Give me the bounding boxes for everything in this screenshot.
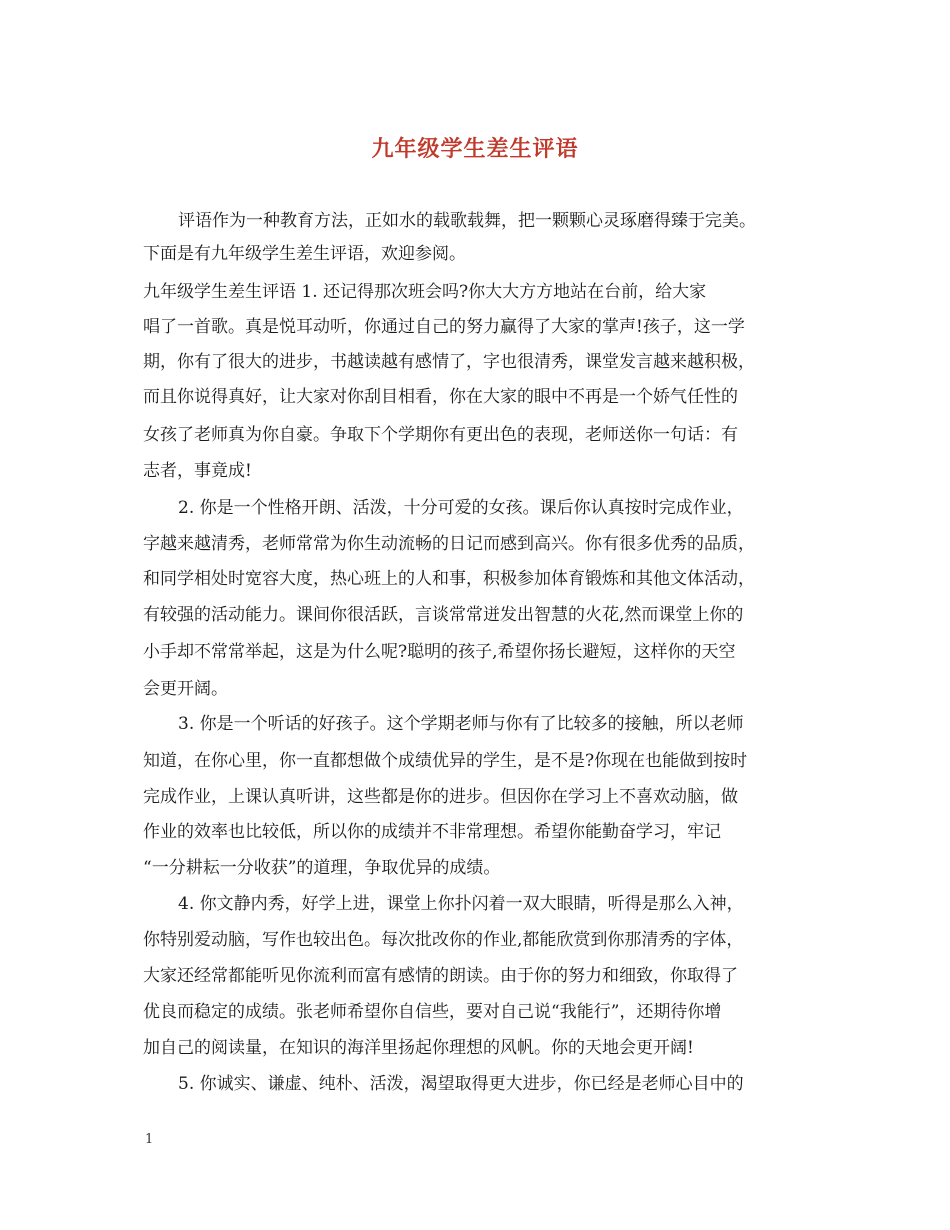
- paragraph-line: 4. 你文静内秀，好学上进，课堂上你扑闪着一双大眼睛，听得是那么入神，: [178, 894, 744, 914]
- page-number: 1: [145, 1132, 154, 1147]
- paragraph-line: 作业的效率也比较低，所以你的成绩并不非常理想。希望你能勤奋学习，牢记: [143, 822, 721, 842]
- paragraph-line: 你特别爱动脑，写作也较出色。每次批改你的作业,都能欣赏到你那清秀的字体，: [143, 930, 744, 950]
- paragraph-line: 和同学相处时宽容大度，热心班上的人和事，积极参加体育锻炼和其他文体活动，: [143, 569, 755, 589]
- paragraph-line: 小手却不常常举起，这是为什么呢?聪明的孩子,希望你扬长避短，这样你的天空: [143, 642, 736, 662]
- paragraph-line: 2. 你是一个性格开朗、活泼，十分可爱的女孩。课后你认真按时完成作业，: [178, 498, 744, 518]
- paragraph-line: 知道，在你心里，你一直都想做个成绩优异的学生，是不是?你现在也能做到按时: [143, 751, 748, 771]
- paragraph-line: 大家还经常都能听见你流利而富有感情的朗读。由于你的努力和细致，你取得了: [143, 966, 738, 986]
- document-title: 九年级学生差生评语: [371, 136, 579, 162]
- paragraph-line: 3. 你是一个听话的好孩子。这个学期老师与你有了比较多的接触，所以老师: [178, 714, 744, 734]
- paragraph-line: 字越来越清秀，老师常常为你生动流畅的日记而感到高兴。你有很多优秀的品质，: [143, 534, 755, 554]
- paragraph-line: 会更开阔。: [143, 679, 228, 699]
- paragraph-line: 唱了一首歌。真是悦耳动听，你通过自己的努力赢得了大家的掌声!孩子，这一学: [143, 317, 745, 337]
- paragraph-line: 九年级学生差生评语 1. 还记得那次班会吗?你大大方方地站在台前，给大家: [143, 282, 707, 302]
- paragraph-line: 而且你说得真好，让大家对你刮目相看，你在大家的眼中不再是一个娇气任性的: [143, 387, 738, 407]
- paragraph-line: “一分耕耘一分收获”的道理，争取优异的成绩。: [143, 858, 501, 878]
- paragraph-line: 评语作为一种教育方法，正如水的载歌载舞，把一颗颗心灵琢磨得臻于完美。: [178, 211, 756, 231]
- paragraph-line: 有较强的活动能力。课间你很活跃，言谈常常迸发出智慧的火花,然而课堂上你的: [143, 605, 744, 625]
- paragraph-line: 期，你有了很大的进步，书越读越有感情了，字也很清秀，课堂发言越来越积极，: [143, 352, 755, 372]
- paragraph-line: 志者，事竟成!: [143, 461, 252, 481]
- paragraph-line: 加自己的阅读量，在知识的海洋里扬起你理想的风帆。你的天地会更开阔!: [143, 1038, 694, 1058]
- paragraph-line: 5. 你诚实、谦虚、纯朴、活泼，渴望取得更大进步，你已经是老师心目中的: [178, 1074, 744, 1094]
- paragraph-line: 完成作业，上课认真听讲，这些都是你的进步。但因你在学习上不喜欢动脑，做: [143, 787, 738, 807]
- paragraph-line: 下面是有九年级学生差生评语，欢迎参阅。: [143, 244, 466, 264]
- paragraph-line: 女孩了老师真为你自豪。争取下个学期你有更出色的表现，老师送你一句话：有: [143, 425, 738, 445]
- paragraph-line: 优良而稳定的成绩。张老师希望你自信些，要对自己说“我能行”，还期待你增: [143, 1002, 722, 1022]
